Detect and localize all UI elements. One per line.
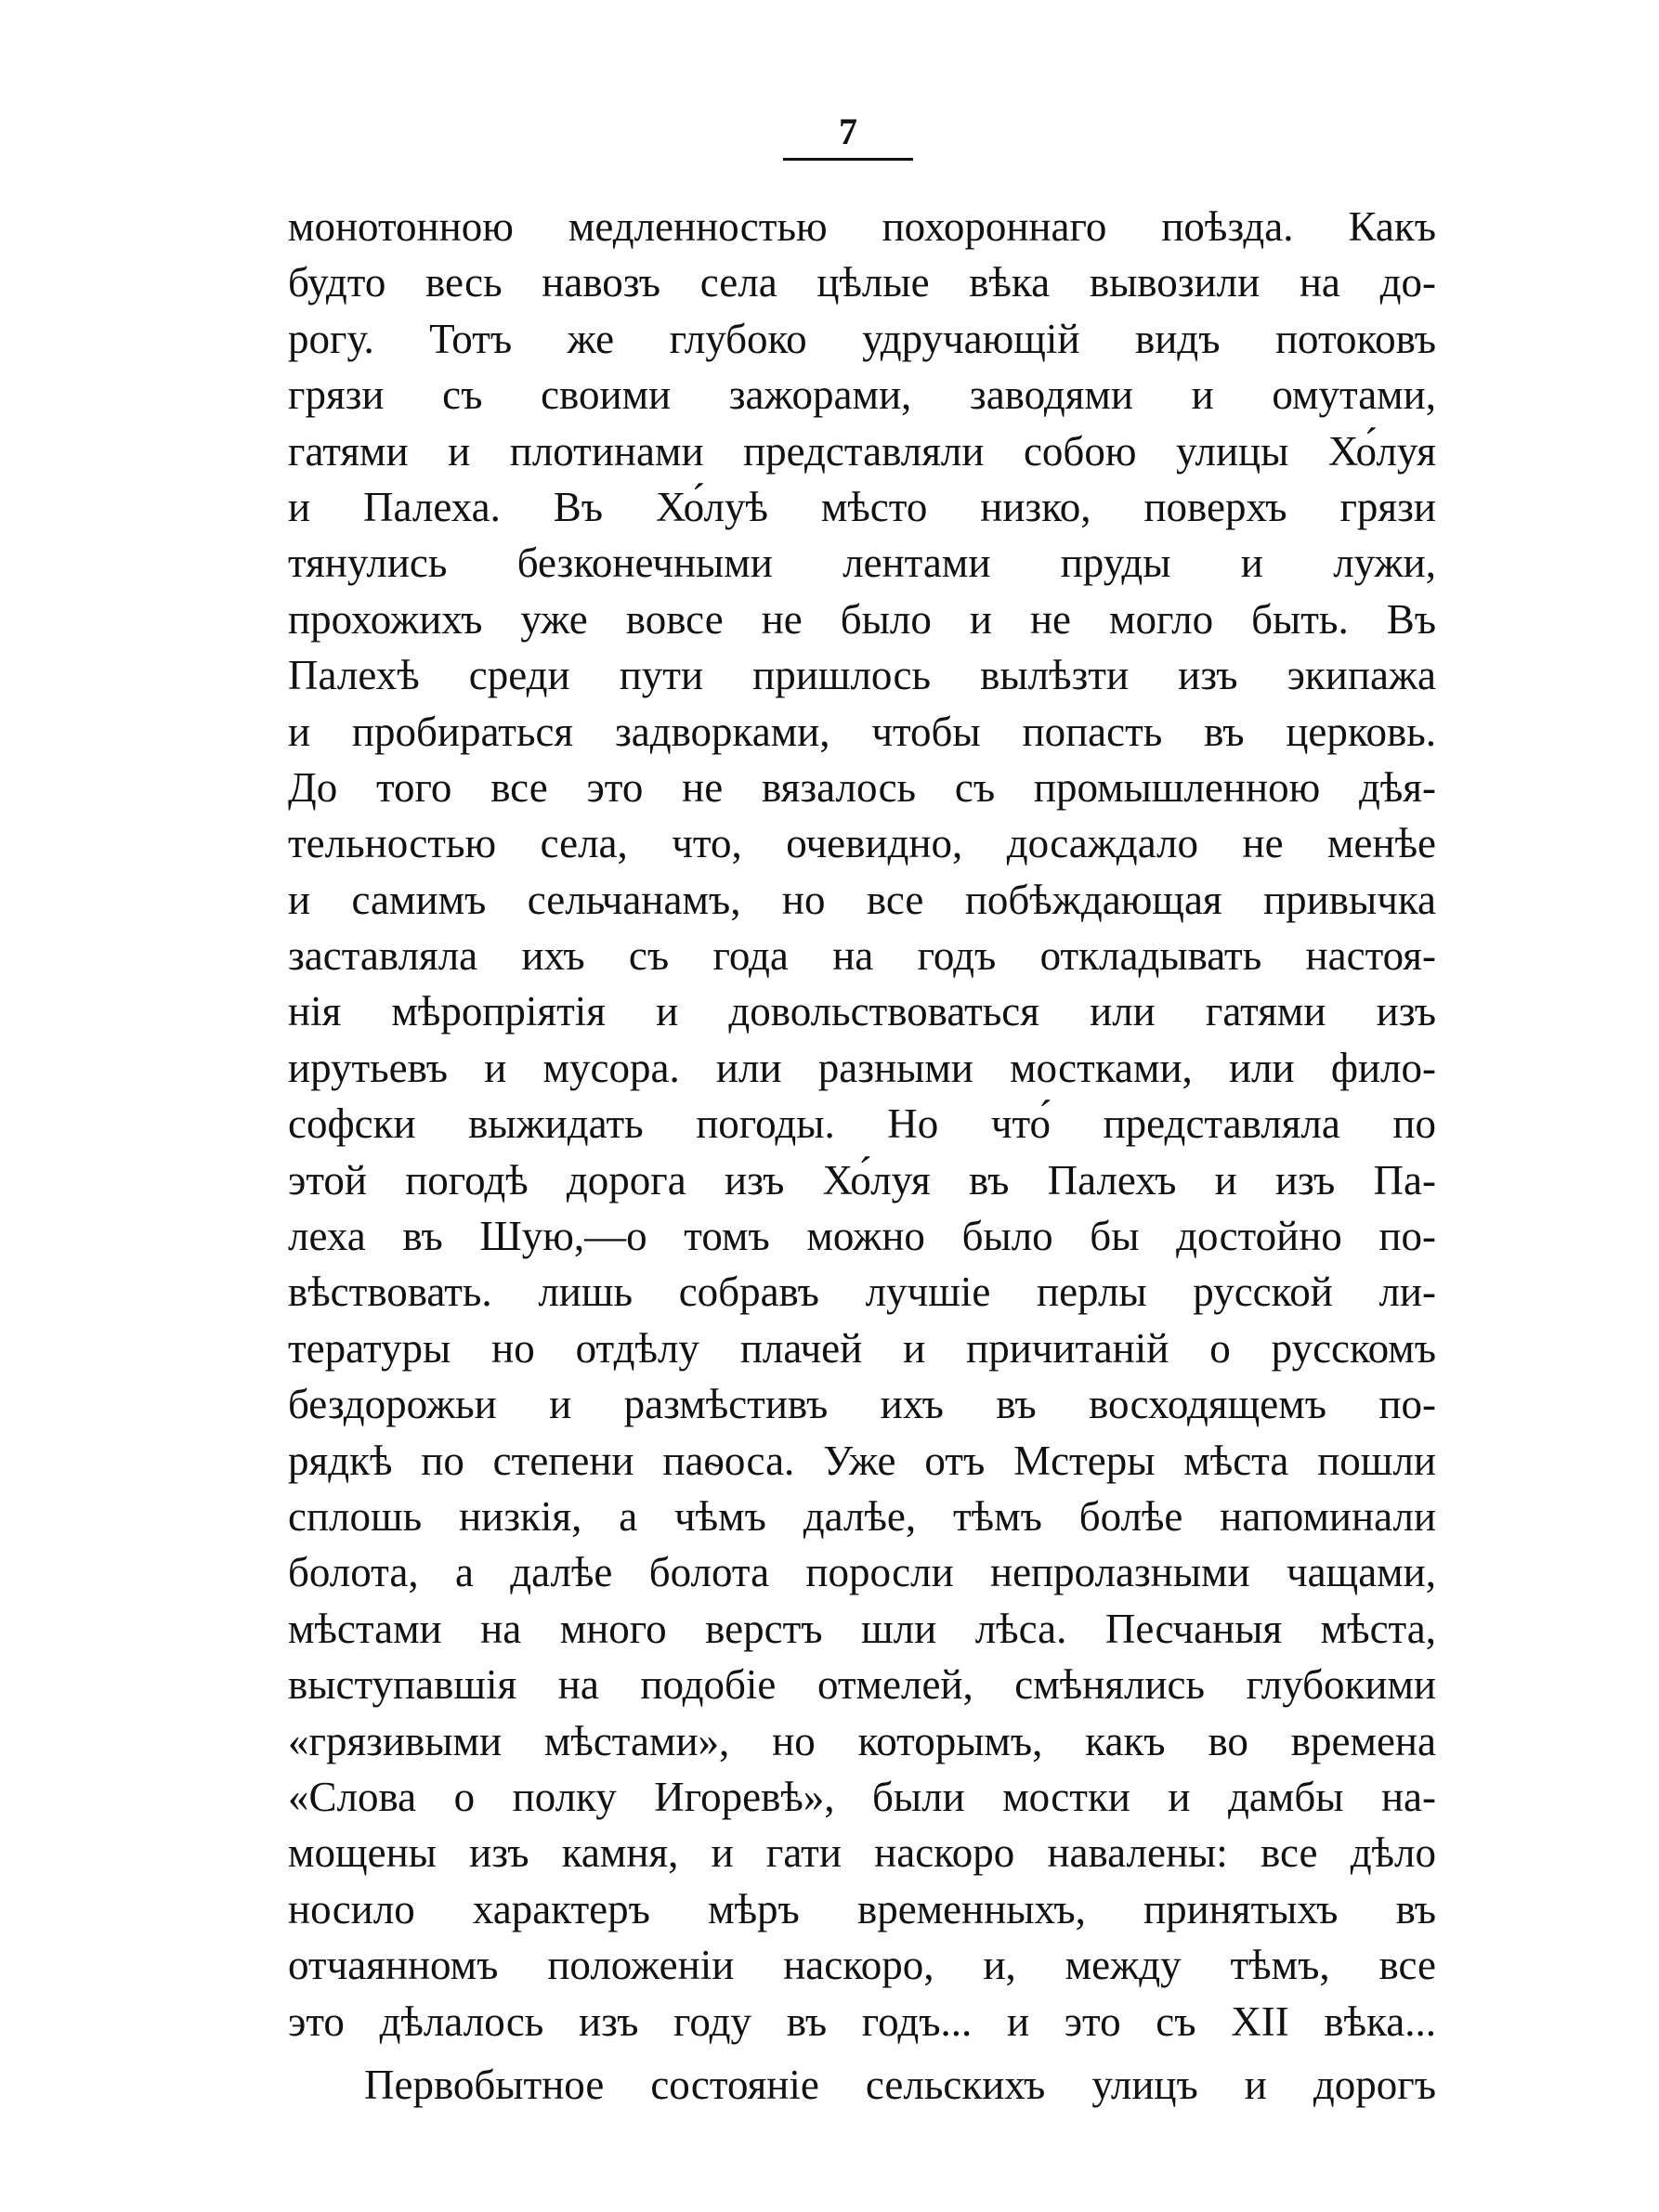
text-line: отчаянномъ положеніи наскоро, и, между тѣмъ, все [288,1942,1436,1989]
text-line: нія мѣропріятія и довольствоваться или гатями изъ [288,988,1436,1035]
text-line: монотонною медленностью похороннаго поѣзда. Какъ [288,203,1436,250]
text-line: До того все это не вязалось съ промышленною дѣя- [288,763,1436,811]
text-line: ирутьевъ и мусора. или разными мостками, или фило- [288,1044,1436,1091]
text-line: бездорожьи и размѣстивъ ихъ въ восходящемъ по- [288,1381,1436,1428]
text-line: этой погодѣ дорога изъ Хо́луя въ Палехъ и изъ Па- [288,1156,1436,1204]
text-line: прохожихъ уже вовсе не было и не могло быть. Въ [288,595,1436,643]
text-line: мѣстами на много верстъ шли лѣса. Песчаныя мѣста, [288,1605,1436,1652]
text-line: и пробираться задворками, чтобы попасть въ церковь. [288,708,1436,755]
body-text [288,199,1436,2113]
text-line: и Палеха. Въ Хо́луѣ мѣсто низко, поверхъ грязи [288,483,1436,530]
text-line: гатями и плотинами представляли собою улицы Хо́луя [288,427,1436,475]
page-number-rule [783,158,913,161]
text-line: заставляла ихъ съ года на годъ откладывать настоя- [288,932,1436,980]
text-line: выступавшія на подобіе отмелей, смѣнялись глубокими [288,1661,1436,1709]
text-line: софски выжидать погоды. Но что́ представляла по [288,1100,1436,1148]
text-line: «грязивыми мѣстами», но которымъ, какъ во времена [288,1717,1436,1764]
text-line: мощены изъ камня, и гати наскоро навалены: все дѣло [288,1829,1436,1877]
page-number: 7 [839,111,857,152]
text-line: грязи съ своими зажорами, заводями и омутами, [288,371,1436,419]
text-line: и самимъ сельчанамъ, но все побѣждающая привычка [288,876,1436,923]
text-line: «Слова о полку Игоревѣ», были мостки и дамбы на- [288,1773,1436,1820]
text-line: болота, а далѣе болота поросли непролазными чащами, [288,1549,1436,1596]
text-line: тературы но отдѣлу плачей и причитаній о русскомъ [288,1324,1436,1372]
text-line-paragraph-start: Первобытное состояніе сельскихъ улицъ и дорогъ [364,2061,1436,2108]
text-line: рогу. Тотъ же глубоко удручающій видъ потоковъ [288,315,1436,362]
text-line: тельностью села, что, очевидно, досаждало не менѣе [288,820,1436,867]
text-line: сплошь низкія, а чѣмъ далѣе, тѣмъ болѣе напоминали [288,1492,1436,1540]
text-line: носило характеръ мѣръ временныхъ, принятыхъ въ [288,1885,1436,1932]
text-line: рядкѣ по степени паѳоса. Уже отъ Мстеры мѣста пошли [288,1437,1436,1484]
text-line: тянулись безконечными лентами пруды и лужи, [288,540,1436,587]
text-line: леха въ Шую,—о томъ можно было бы достойно по- [288,1213,1436,1260]
text-line: вѣствовать. лишь собравъ лучшіе перлы русской ли- [288,1269,1436,1316]
text-line: будто весь навозъ села цѣлые вѣка вывозили на до- [288,259,1436,306]
text-line: это дѣлалось изъ году въ годъ... и это съ XII вѣка... [288,1997,1436,2045]
text-line: Палехѣ среди пути пришлось вылѣзти изъ экипажа [288,652,1436,699]
